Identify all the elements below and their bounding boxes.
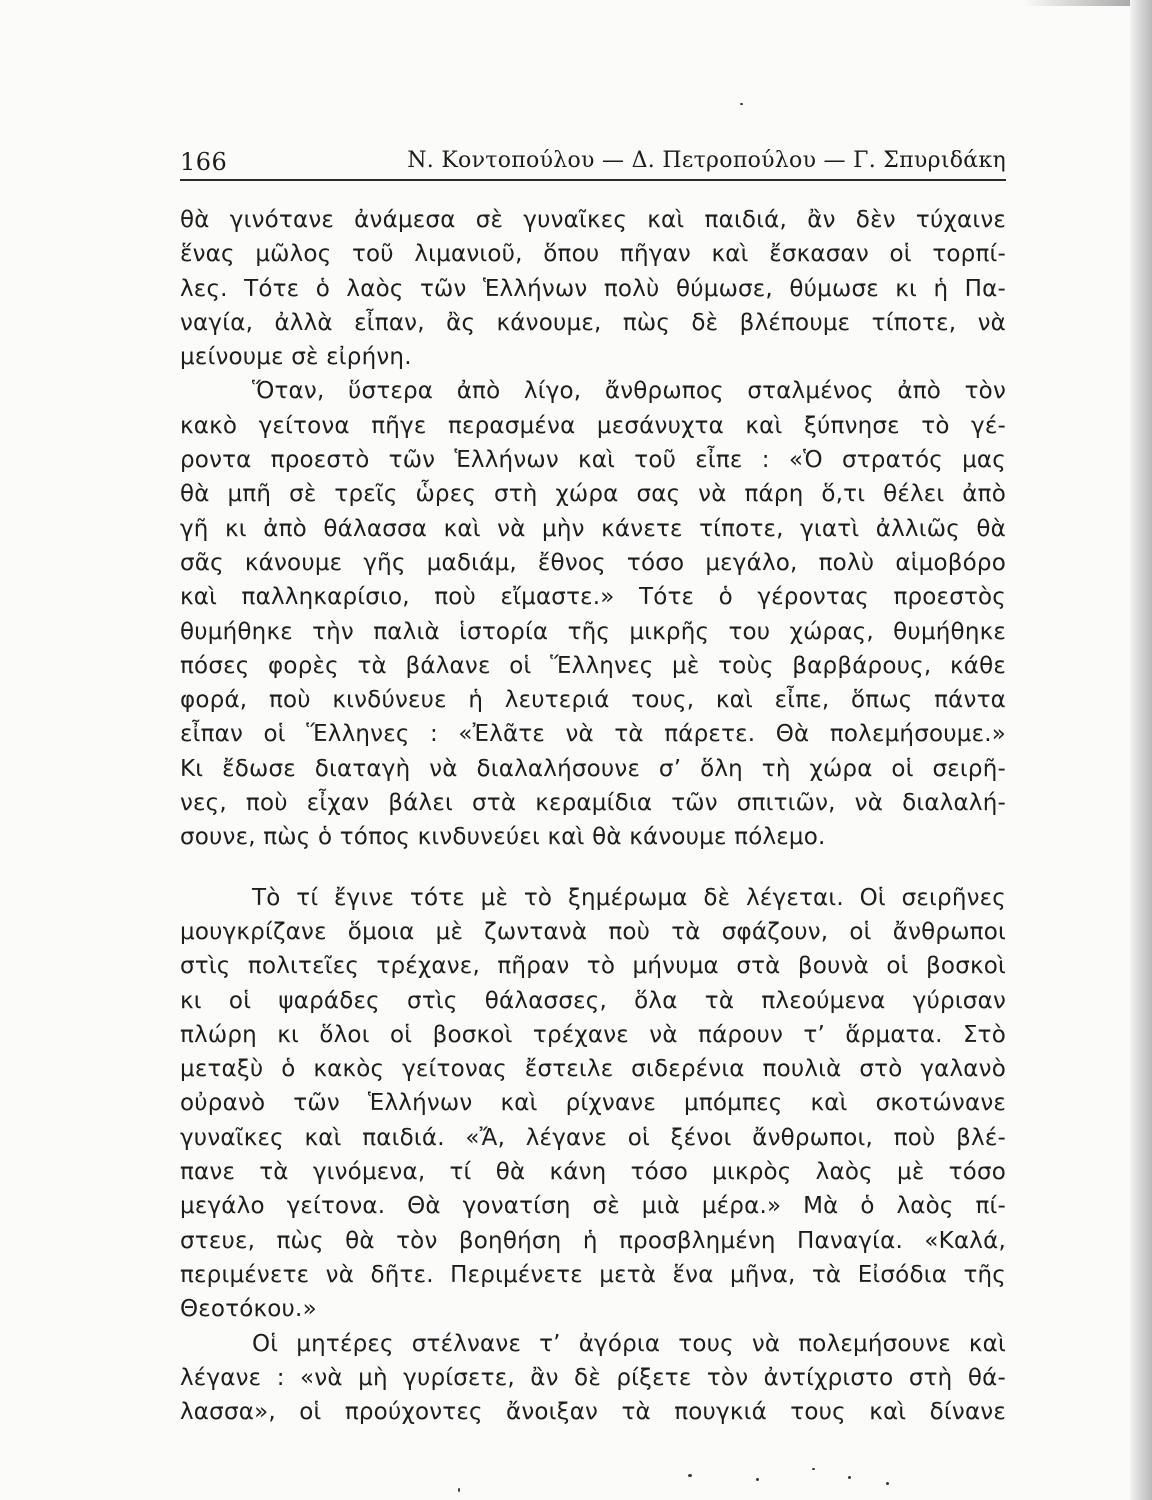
text-line: μεταξὺ ὁ κακὸς γείτονας ἔστειλε σιδερένια πουλιὰ στὸ γαλανὸ — [180, 1056, 1006, 1083]
text-line: ἕνας μῶλος τοῦ λιμανιοῦ, ὅπου πῆγαν καὶ ἔσκασαν οἱ τορπί- — [180, 241, 1006, 268]
text-line: ναγία, ἀλλὰ εἶπαν, ἂς κάνουμε, πὼς δὲ βλέπουμε τίποτε, νὰ — [180, 309, 1006, 336]
text-line: λέγανε : «νὰ μὴ γυρίσετε, ἂν δὲ ρίξετε τὸν ἀντίχριστο στὴ θά- — [180, 1364, 1006, 1391]
text-line: κι οἱ ψαράδες στὶς θάλασσες, ὅλα τὰ πλεούμενα γύρισαν — [180, 987, 1006, 1014]
text-line: σᾶς κάνουμε γῆς μαδιάμ, ἔθνος τόσο μεγάλο, πολὺ αἱμοβόρο — [180, 549, 1006, 576]
text-line: πλώρη κι ὅλοι οἱ βοσκοὶ τρέχανε νὰ πάρουν τ’ ἅρματα. Στὸ — [180, 1021, 1006, 1048]
text-line: πανε τὰ γινόμενα, τί θὰ κάνη τόσο μικρὸς λαὸς μὲ τόσο — [180, 1159, 1006, 1186]
text-line: Οἱ μητέρες στέλνανε τ’ ἀγόρια τους νὰ πολεμήσουνε καὶ — [252, 1330, 1006, 1357]
text-line: περιμένετε νὰ δῆτε. Περιμένετε μετὰ ἕνα μῆνα, τὰ Εἰσόδια τῆς — [180, 1261, 1006, 1288]
text-line: νες, ποὺ εἶχαν βάλει στὰ κεραμίδια τῶν σπιτιῶν, νὰ διαλαλή- — [180, 790, 1006, 817]
text-line: κακὸ γείτονα πῆγε περασμένα μεσάνυχτα καὶ ξύπνησε τὸ γέ- — [180, 412, 1006, 439]
text-line: Θεοτόκου.» — [180, 1296, 317, 1323]
page-edge-right — [1130, 0, 1152, 1500]
text-line: Ὅταν, ὕστερα ἀπὸ λίγο, ἄνθρωπος σταλμένος ἀπὸ τὸν — [252, 378, 1006, 405]
scan-speck — [688, 1474, 692, 1477]
scan-speck — [848, 1476, 851, 1479]
text-line: λες. Τότε ὁ λαὸς τῶν Ἑλλήνων πολὺ θύμωσε, θύμωσε κι ἡ Πα- — [180, 275, 1006, 302]
scan-speck — [756, 1478, 759, 1481]
header-rule — [180, 179, 1006, 181]
text-line: γυναῖκες καὶ παιδιά. «Ἄ, λέγανε οἱ ξένοι ἄνθρωποι, ποὺ βλέ- — [180, 1124, 1006, 1151]
body-text — [180, 203, 1006, 1429]
running-head: Ν. Κοντοπούλου — Δ. Πετροπούλου — Γ. Σπυριδάκη — [407, 148, 1006, 173]
scan-speck — [458, 1488, 460, 1492]
text-line: γῆ κι ἀπὸ θάλασσα καὶ νὰ μὴν κάνετε τίποτε, γιατὶ ἀλλιῶς θὰ — [180, 515, 1006, 542]
text-line: εἶπαν οἱ Ἕλληνες : «Ἐλᾶτε νὰ τὰ πάρετε. Θὰ πολεμήσουμε.» — [180, 721, 1006, 748]
text-line: Κι ἔδωσε διαταγὴ νὰ διαλαλήσουνε σ’ ὅλη τὴ χώρα οἱ σειρῆ- — [180, 755, 1006, 782]
scan-speck — [740, 103, 743, 105]
text-line: λασσα», οἱ προύχοντες ἄνοιξαν τὰ πουγκιά τους καὶ δίνανε — [180, 1399, 1006, 1426]
text-line: μουγκρίζανε ὅμοια μὲ ζωντανὰ ποὺ τὰ σφάζουν, οἱ ἄνθρωποι — [180, 918, 1006, 945]
text-line: ροντα προεστὸ τῶν Ἑλλήνων καὶ τοῦ εἶπε : «Ὁ στρατός μας — [180, 447, 1006, 474]
text-line: μείνουμε σὲ εἰρήνη. — [180, 344, 412, 371]
text-line: πόσες φορὲς τὰ βάλανε οἱ Ἕλληνες μὲ τοὺς βαρβάρους, κάθε — [180, 652, 1006, 679]
text-line: θυμήθηκε τὴν παλιὰ ἱστορία τῆς μικρῆς του χώρας, θυμήθηκε — [180, 618, 1006, 645]
text-line: καὶ παλληκαρίσιο, ποὺ εἴμαστε.» Τότε ὁ γέροντας προεστὸς — [180, 584, 1006, 611]
text-line: οὐρανὸ τῶν Ἑλλήνων καὶ ρίχνανε μπόμπες καὶ σκοτώνανε — [180, 1090, 1006, 1117]
text-line: θὰ μπῆ σὲ τρεῖς ὧρες στὴ χώρα σας νὰ πάρη ὅ,τι θέλει ἀπὸ — [180, 481, 1006, 508]
text-line: σουνε, πὼς ὁ τόπος κινδυνεύει καὶ θὰ κάνουμε πόλεμο. — [180, 824, 826, 851]
text-line: Τὸ τί ἔγινε τότε μὲ τὸ ξημέρωμα δὲ λέγεται. Οἱ σειρῆνες — [252, 884, 1006, 911]
text-line: στὶς πολιτεῖες τρέχανε, πῆραν τὸ μήνυμα στὰ βουνὰ οἱ βοσκοὶ — [180, 953, 1006, 980]
scan-speck — [812, 1468, 815, 1470]
text-line: στευε, πὼς θὰ τὸν βοηθήση ἡ προσβλημένη Παναγία. «Καλά, — [180, 1227, 1006, 1254]
page-number: 166 — [180, 148, 228, 176]
scan-speck — [886, 1482, 889, 1485]
text-line: μεγάλο γείτονα. Θὰ γονατίση σὲ μιὰ μέρα.» Μὰ ὁ λαὸς πί- — [180, 1193, 1006, 1220]
text-line: θὰ γινότανε ἀνάμεσα σὲ γυναῖκες καὶ παιδιά, ἂν δὲν τύχαινε — [180, 207, 1006, 233]
section-break — [180, 855, 1006, 881]
text-line: φορά, ποὺ κινδύνευε ἡ λευτεριά τους, καὶ εἶπε, ὅπως πάντα — [180, 687, 1006, 714]
page-header — [180, 142, 1006, 182]
